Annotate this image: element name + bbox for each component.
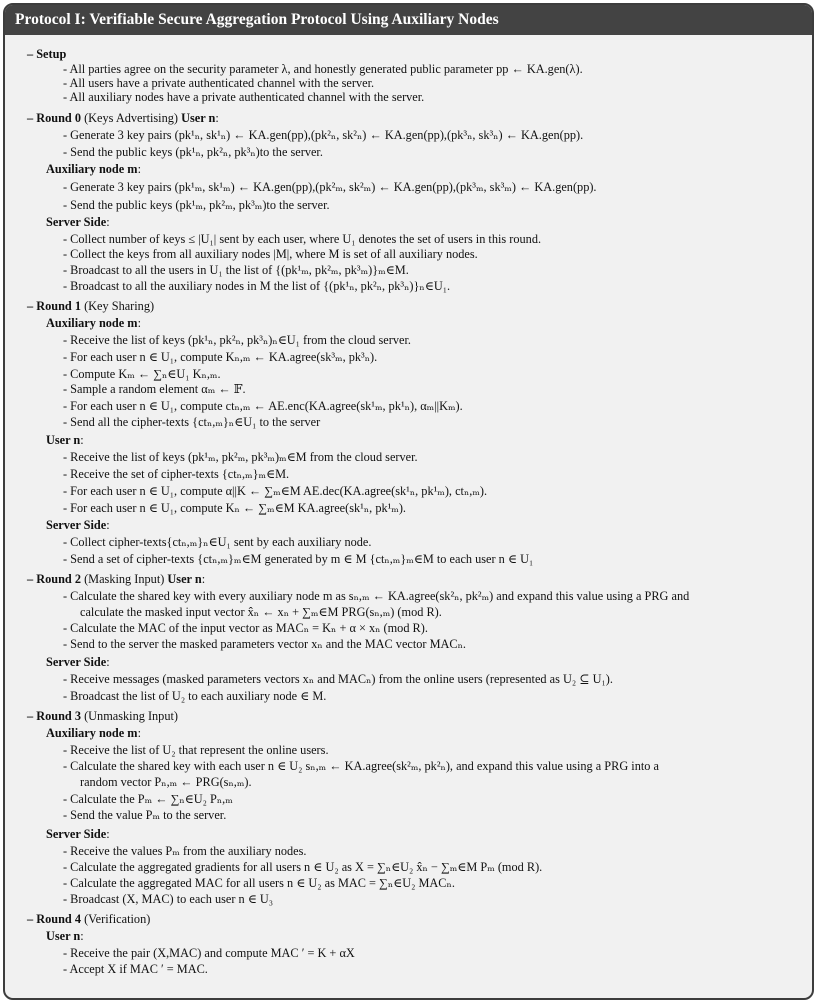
step-text: - Receive the list of keys (pk¹ₙ, pk²ₙ, pk³ₙ)ₙ∈U₁ from the cloud server.	[63, 333, 411, 347]
step-text: (Key Sharing)	[81, 299, 155, 313]
step-text: - Calculate the shared key with each user n ∈ U₂ sₙ,ₘ ← KA.agree(sk²ₘ, pk²ₙ), and expand this value using a PRG into a	[63, 759, 659, 773]
heading-label: Auxiliary node m	[46, 316, 138, 330]
heading-label: Server Side	[46, 827, 107, 841]
section-heading	[27, 111, 219, 125]
protocol-step	[63, 792, 233, 806]
protocol-step	[63, 962, 208, 976]
step-text: - Generate 3 key pairs (pk¹ₘ, sk¹ₘ) ← KA.gen(pp),(pk²ₘ, sk²ₘ) ← KA.gen(pp),(pk³ₘ, sk³ₘ) ← KA.gen(pp).	[63, 180, 597, 194]
step-text: :	[137, 162, 141, 176]
protocol-step	[63, 876, 455, 890]
step-text: - Generate 3 key pairs (pk¹ₙ, sk¹ₙ) ← KA.gen(pp),(pk²ₙ, sk²ₙ) ← KA.gen(pp),(pk³ₙ, sk³ₙ) ← KA.gen(pp).	[63, 128, 584, 142]
step-text: (Masking Input)	[81, 572, 168, 586]
protocol-step	[63, 689, 326, 703]
step-text: - For each user n ∈ U₁, compute ctₙ,ₘ ← AE.enc(KA.agree(sk¹ₘ, pk¹ₙ), αₘ||Kₘ).	[63, 399, 463, 413]
step-text: - Send the value Pₘ to the server.	[63, 808, 227, 822]
heading-label: Server Side	[46, 655, 107, 669]
step-text: :	[215, 111, 219, 125]
step-text: - Collect the keys from all auxiliary nodes |M|, where M is set of all auxiliary nodes.	[63, 247, 478, 261]
step-text: - Receive the values Pₘ from the auxiliary nodes.	[63, 844, 307, 858]
step-text: - Calculate the shared key with every auxiliary node m as sₙ,ₘ ← KA.agree(sk²ₙ, pk²ₘ) and expand this value using a PRG and	[63, 589, 690, 603]
section-heading	[27, 299, 154, 313]
protocol-step	[63, 350, 377, 364]
protocol-step	[63, 76, 374, 90]
protocol-step	[63, 90, 424, 104]
step-text: calculate the masked input vector x̂ₙ ← xₙ + ∑ₘ∈M PRG(sₙ,ₘ) (mod R).	[80, 605, 442, 619]
party-heading	[46, 929, 84, 943]
protocol-step	[63, 128, 583, 142]
step-text: - Calculate the MAC of the input vector as MACₙ = Kₙ + α × xₙ (mod R).	[63, 621, 428, 635]
heading-label: – Setup	[27, 47, 67, 61]
protocol-step	[63, 484, 487, 498]
protocol-step	[63, 844, 307, 858]
heading-label: Auxiliary node m	[46, 726, 138, 740]
protocol-step	[63, 589, 689, 603]
step-text: :	[106, 655, 110, 669]
step-text: - Send a set of cipher-texts {ctₙ,ₘ}ₘ∈M generated by m ∈ M {ctₙ,ₘ}ₘ∈M to each user n ∈ U₁	[63, 552, 534, 566]
step-text: - Calculate the aggregated gradients for all users n ∈ U₂ as X = ∑ₙ∈U₂ x̂ₙ − ∑ₘ∈M Pₘ (mod R).	[63, 860, 543, 874]
protocol-step	[63, 467, 289, 481]
protocol-title-bar	[5, 5, 812, 35]
section-heading	[27, 572, 205, 586]
step-text: :	[80, 929, 84, 943]
step-text: - Send to the server the masked parameters vector xₙ and the MAC vector MACₙ.	[63, 637, 466, 651]
step-text: (Keys Advertising)	[81, 111, 182, 125]
protocol-step	[63, 892, 273, 906]
party-heading	[46, 726, 141, 740]
step-text: - Broadcast (X, MAC) to each user n ∈ U₃	[63, 892, 274, 906]
protocol-step	[63, 145, 323, 159]
step-text: random vector Pₙ,ₘ ← PRG(sₙ,ₘ).	[80, 775, 252, 789]
protocol-step	[63, 672, 613, 686]
protocol-step	[63, 198, 330, 212]
party-heading	[46, 162, 141, 176]
heading-label: Auxiliary node m	[46, 162, 138, 176]
protocol-step	[80, 775, 252, 789]
party-heading	[46, 215, 110, 229]
heading-label: User n	[46, 929, 81, 943]
section-heading	[27, 47, 66, 61]
step-text: :	[201, 572, 206, 586]
protocol-step	[63, 808, 226, 822]
protocol-step	[63, 759, 659, 773]
step-text: - Sample a random element αₘ ← 𝔽.	[63, 382, 246, 396]
protocol-step	[63, 62, 583, 76]
heading-label: Server Side	[46, 518, 107, 532]
step-text: - Broadcast to all the users in U₁ the list of {(pk¹ₘ, pk²ₘ, pk³ₘ)}ₘ∈M.	[63, 263, 409, 277]
protocol-box	[3, 3, 814, 1000]
protocol-step	[63, 552, 533, 566]
protocol-step	[63, 279, 450, 293]
protocol-step	[63, 946, 355, 960]
protocol-step	[80, 605, 442, 619]
party-heading	[46, 655, 110, 669]
protocol-step	[63, 415, 320, 429]
step-text: :	[106, 518, 110, 532]
section-heading	[27, 912, 150, 926]
protocol-step	[63, 263, 409, 277]
party-heading	[46, 316, 141, 330]
party-heading	[46, 433, 84, 447]
step-text: - Send the public keys (pk¹ₙ, pk²ₙ, pk³ₙ)to the server.	[63, 145, 323, 159]
step-text: (Unmasking Input)	[81, 709, 178, 723]
heading-label: – Round 0	[27, 111, 81, 125]
heading-label: – Round 2	[27, 572, 81, 586]
step-text: :	[80, 433, 84, 447]
protocol-step	[63, 399, 463, 413]
step-text: - Accept X if MAC ′ = MAC.	[63, 962, 208, 976]
step-text: - Send all the cipher-texts {ctₙ,ₘ}ₙ∈U₁ to the server	[63, 415, 321, 429]
step-text: - Broadcast the list of U₂ to each auxiliary node ∈ M.	[63, 689, 327, 703]
step-text: - Compute Kₘ ← ∑ₙ∈U₁ Kₙ,ₘ.	[63, 367, 221, 381]
step-text: - Broadcast to all the auxiliary nodes in M the list of {(pk¹ₙ, pk²ₙ, pk³ₙ)}ₙ∈U₁.	[63, 279, 451, 293]
section-heading	[27, 709, 178, 723]
party-heading	[46, 827, 110, 841]
step-text: - Receive the set of cipher-texts {ctₙ,ₘ}ₘ∈M.	[63, 467, 290, 481]
step-text: :	[137, 726, 141, 740]
step-text: - Collect cipher-texts{ctₙ,ₘ}ₙ∈U₁ sent by each auxiliary node.	[63, 535, 372, 549]
protocol-step	[63, 535, 371, 549]
step-text: - All parties agree on the security parameter λ, and honestly generated public parameter pp ← KA.gen(λ).	[63, 62, 583, 76]
protocol-step	[63, 333, 411, 347]
heading-label: – Round 3	[27, 709, 81, 723]
heading-label: User n	[46, 433, 81, 447]
step-text: - Collect number of keys ≤ |U₁| sent by each user, where U₁ denotes the set of users in this round.	[63, 232, 542, 246]
protocol-step	[63, 232, 541, 246]
protocol-step	[63, 637, 466, 651]
protocol-body	[5, 37, 812, 998]
heading-label: Server Side	[46, 215, 107, 229]
protocol-step	[63, 382, 246, 396]
step-text: (Verification)	[81, 912, 151, 926]
protocol-step	[63, 860, 542, 874]
step-text: - Send the public keys (pk¹ₘ, pk²ₘ, pk³ₘ)to the server.	[63, 198, 330, 212]
protocol-step	[63, 247, 478, 261]
party-label: User n	[167, 572, 202, 586]
step-text: - Receive the list of U₂ that represent the online users.	[63, 743, 329, 757]
step-text: - Receive messages (masked parameters vectors xₙ and MACₙ) from the online users (represented as U₂ ⊆ U₁).	[63, 672, 613, 686]
step-text: - Calculate the aggregated MAC for all users n ∈ U₂ as MAC = ∑ₙ∈U₂ MACₙ.	[63, 876, 455, 890]
protocol-step	[63, 450, 418, 464]
step-text: - For each user n ∈ U₁, compute α||K ← ∑ₘ∈M AE.dec(KA.agree(sk¹ₙ, pk¹ₘ), ctₙ,ₘ).	[63, 484, 488, 498]
step-text: - For each user n ∈ U₁, compute Kₙ,ₘ ← KA.agree(sk³ₘ, pk³ₙ).	[63, 350, 378, 364]
protocol-step	[63, 180, 597, 194]
step-text: - Receive the pair (X,MAC) and compute MAC ′ = K + αX	[63, 946, 355, 960]
protocol-step	[63, 367, 221, 381]
protocol-step	[63, 621, 428, 635]
step-text: - Calculate the Pₘ ← ∑ₙ∈U₂ Pₙ,ₘ	[63, 792, 233, 806]
party-heading	[46, 518, 110, 532]
step-text: :	[106, 827, 110, 841]
step-text: :	[106, 215, 110, 229]
heading-label: – Round 4	[27, 912, 81, 926]
step-text: - For each user n ∈ U₁, compute Kₙ ← ∑ₘ∈M KA.agree(sk¹ₙ, pk¹ₘ).	[63, 501, 407, 515]
protocol-title: Protocol I: Verifiable Secure Aggregation Protocol Using Auxiliary Nodes	[15, 11, 499, 28]
step-text: :	[137, 316, 141, 330]
heading-label: – Round 1	[27, 299, 81, 313]
step-text: - All auxiliary nodes have a private authenticated channel with the server.	[63, 90, 425, 104]
protocol-step	[63, 743, 329, 757]
step-text: - All users have a private authenticated channel with the server.	[63, 76, 375, 90]
protocol-step	[63, 501, 406, 515]
party-label: User n	[181, 111, 216, 125]
step-text: - Receive the list of keys (pk¹ₘ, pk²ₘ, pk³ₘ)ₘ∈M from the cloud server.	[63, 450, 418, 464]
